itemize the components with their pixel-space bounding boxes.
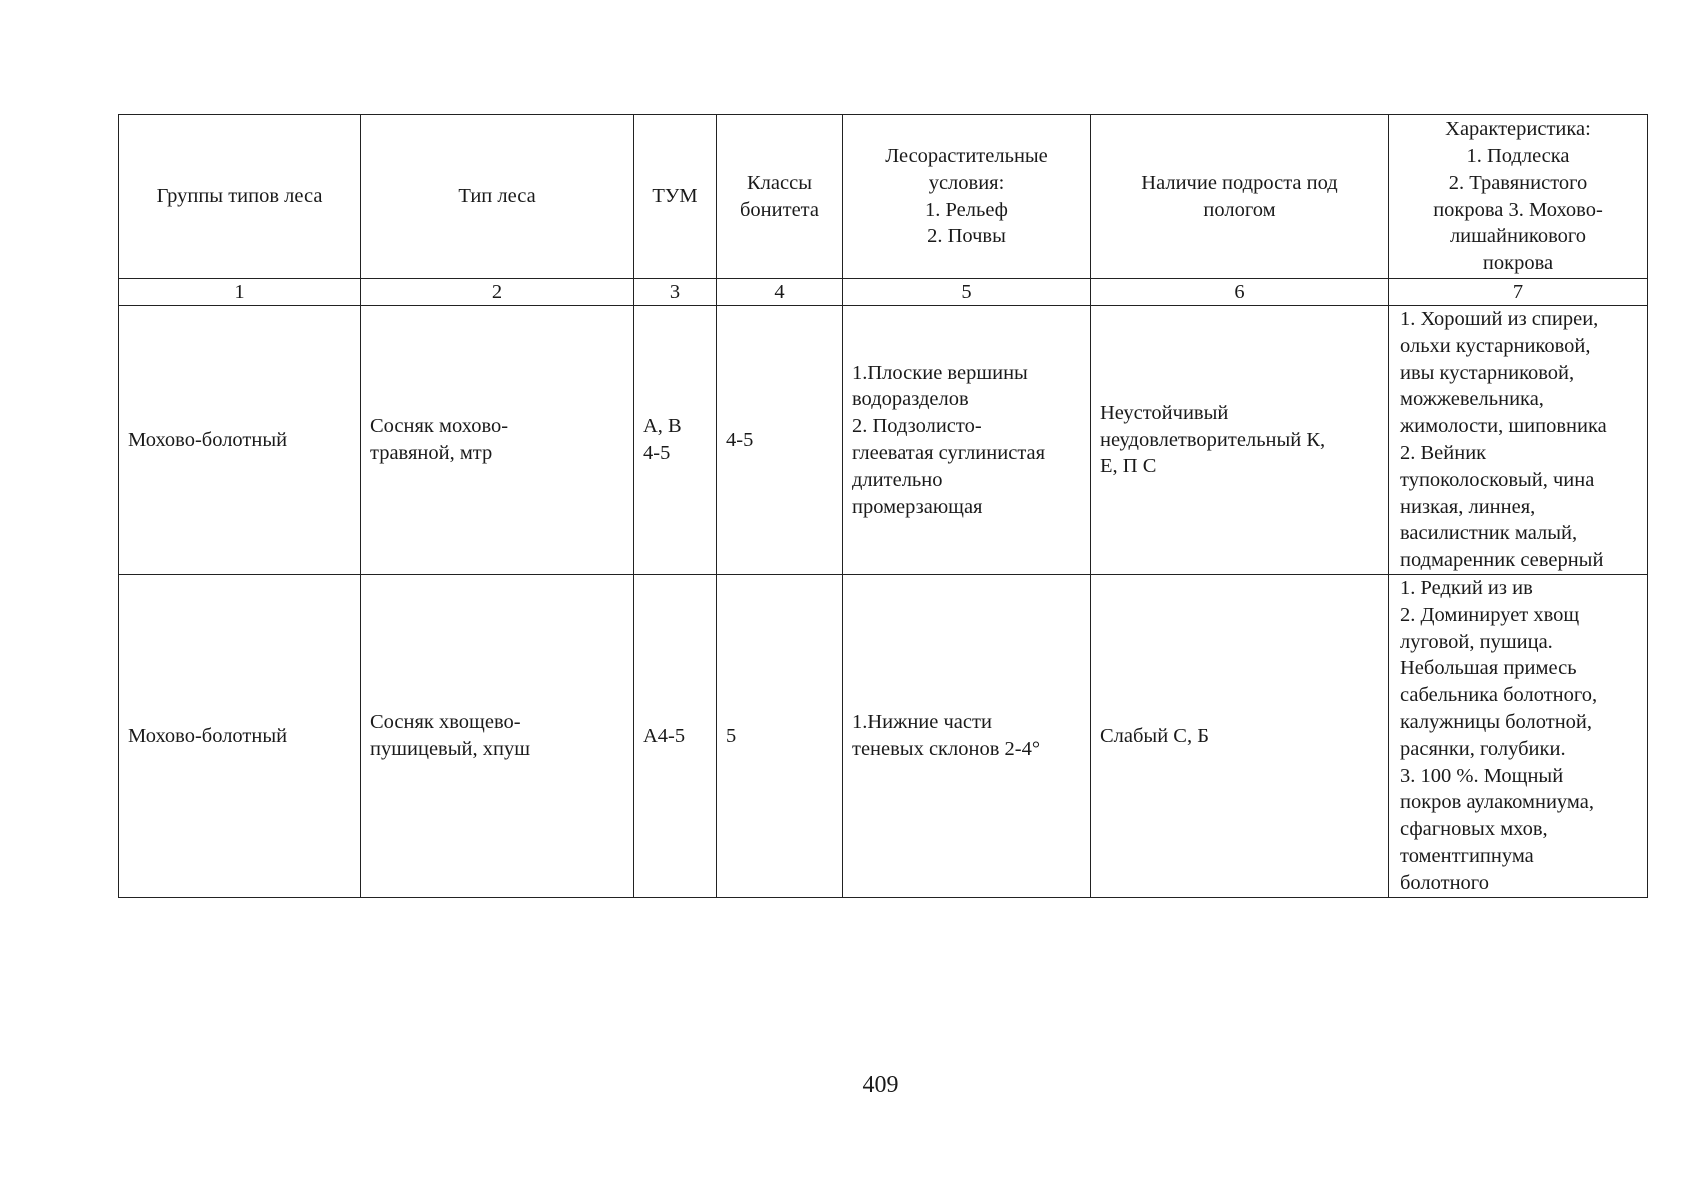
- cell-characteristics: [1389, 306, 1648, 575]
- cell-line: 1. Хороший из спиреи,: [1400, 308, 1599, 330]
- cell-line: покров аулакомниума,: [1400, 791, 1594, 814]
- column-number: 7: [1389, 279, 1648, 306]
- header-line: бонитета: [740, 198, 819, 221]
- header-line: покрова 3. Мохово-: [1433, 198, 1603, 221]
- cell-line: глееватая суглинистая: [852, 442, 1046, 464]
- header-line: условия:: [928, 171, 1005, 194]
- cell-line: 4-5: [726, 428, 754, 451]
- cell-line: 2. Доминирует хвощ: [1400, 603, 1580, 626]
- cell-line: Мохово-болотный: [128, 428, 288, 451]
- header-cell: [361, 115, 634, 279]
- cell-line: тупоколосковый, чина: [1400, 468, 1595, 491]
- header-line: 1. Рельеф: [925, 198, 1008, 221]
- cell-line: калужницы болотной,: [1400, 710, 1593, 733]
- column-number: 1: [119, 279, 361, 306]
- cell-line: 5: [726, 724, 737, 747]
- cell-forest-type: [361, 306, 634, 575]
- header-line: 1. Подлеска: [1466, 144, 1570, 167]
- cell-line: 1.Плоские вершины: [852, 361, 1028, 384]
- header-line: Наличие подроста под: [1141, 171, 1338, 194]
- cell-line: 4-5: [643, 442, 671, 464]
- cell-line: длительно: [852, 468, 943, 491]
- cell-line: Е, П С: [1100, 455, 1157, 478]
- cell-line: Сосняк хвощево-: [370, 711, 521, 734]
- header-cell: [634, 115, 717, 279]
- cell-line: 2. Вейник: [1400, 441, 1487, 464]
- table-row: [119, 575, 1648, 898]
- column-number: 4: [717, 279, 843, 306]
- cell-line: Слабый С, Б: [1100, 724, 1209, 747]
- cell-line: томентгипнума: [1400, 844, 1534, 867]
- cell-bonitet: [717, 575, 843, 898]
- column-number-row: [119, 279, 1648, 306]
- cell-line: А4-5: [643, 724, 686, 747]
- header-line: 2. Почвы: [927, 225, 1006, 248]
- page-number: 409: [862, 1072, 899, 1098]
- cell-line: болотного: [1400, 871, 1489, 894]
- forest-types-table: [118, 114, 1648, 898]
- cell-tum: [634, 306, 717, 575]
- cell-line: 3. 100 %. Мощный: [1400, 764, 1564, 787]
- header-line: Тип леса: [458, 185, 536, 208]
- cell-line: Мохово-болотный: [128, 724, 288, 747]
- cell-tum: [634, 575, 717, 898]
- cell-line: расянки, голубики.: [1400, 737, 1566, 760]
- cell-line: неудовлетворительный К,: [1100, 428, 1326, 451]
- cell-line: Небольшая примесь: [1400, 657, 1577, 680]
- header-line: ТУМ: [652, 185, 698, 208]
- header-cell: [717, 115, 843, 279]
- cell-line: А, В: [643, 415, 682, 438]
- cell-line: Неустойчивый: [1100, 401, 1229, 424]
- column-number: 2: [361, 279, 634, 306]
- header-cell: [843, 115, 1091, 279]
- cell-line: теневых склонов 2-4°: [852, 738, 1041, 760]
- cell-line: водоразделов: [852, 388, 969, 411]
- cell-line: Сосняк мохово-: [370, 415, 509, 438]
- header-line: пологом: [1203, 198, 1276, 221]
- cell-conditions: [843, 306, 1091, 575]
- cell-line: промерзающая: [852, 495, 983, 518]
- cell-line: 1. Редкий из ив: [1400, 577, 1533, 599]
- column-number: 5: [843, 279, 1091, 306]
- cell-line: подмаренник северный: [1400, 549, 1604, 572]
- header-line: Характеристика:: [1445, 118, 1591, 141]
- cell-characteristics: [1389, 575, 1648, 898]
- cell-undergrowth: [1091, 306, 1389, 575]
- cell-line: низкая, линнея,: [1400, 495, 1536, 518]
- cell-line: сфагновых мхов,: [1400, 818, 1548, 841]
- column-number: 6: [1091, 279, 1389, 306]
- cell-line: жимолости, шиповника: [1400, 415, 1607, 438]
- header-line: Лесорастительные: [885, 144, 1048, 167]
- cell-group: [119, 575, 361, 898]
- cell-line: 2. Подзолисто-: [852, 415, 982, 438]
- cell-group: [119, 306, 361, 575]
- header-line: лишайникового: [1449, 225, 1587, 248]
- cell-conditions: [843, 575, 1091, 898]
- header-cell: [119, 115, 361, 279]
- header-line: Классы: [747, 171, 812, 194]
- header-cell: [1091, 115, 1389, 279]
- cell-line: можжевельника,: [1400, 388, 1544, 411]
- column-number: 3: [634, 279, 717, 306]
- cell-forest-type: [361, 575, 634, 898]
- cell-line: сабельника болотного,: [1400, 684, 1598, 707]
- cell-line: ивы кустарниковой,: [1400, 361, 1575, 384]
- cell-line: травяной, мтр: [370, 442, 493, 464]
- table-header-row: [119, 115, 1648, 279]
- header-line: Группы типов леса: [156, 185, 323, 208]
- cell-line: василистник малый,: [1400, 522, 1578, 545]
- header-line: 2. Травянистого: [1448, 171, 1588, 194]
- cell-line: луговой, пушица.: [1400, 630, 1553, 653]
- cell-line: ольхи кустарниковой,: [1400, 334, 1591, 357]
- header-cell: [1389, 115, 1648, 279]
- cell-line: пушицевый, хпуш: [370, 738, 530, 760]
- cell-undergrowth: [1091, 575, 1389, 898]
- cell-line: 1.Нижние части: [852, 711, 992, 734]
- cell-bonitet: [717, 306, 843, 575]
- table-row: [119, 306, 1648, 575]
- header-line: покрова: [1482, 252, 1554, 275]
